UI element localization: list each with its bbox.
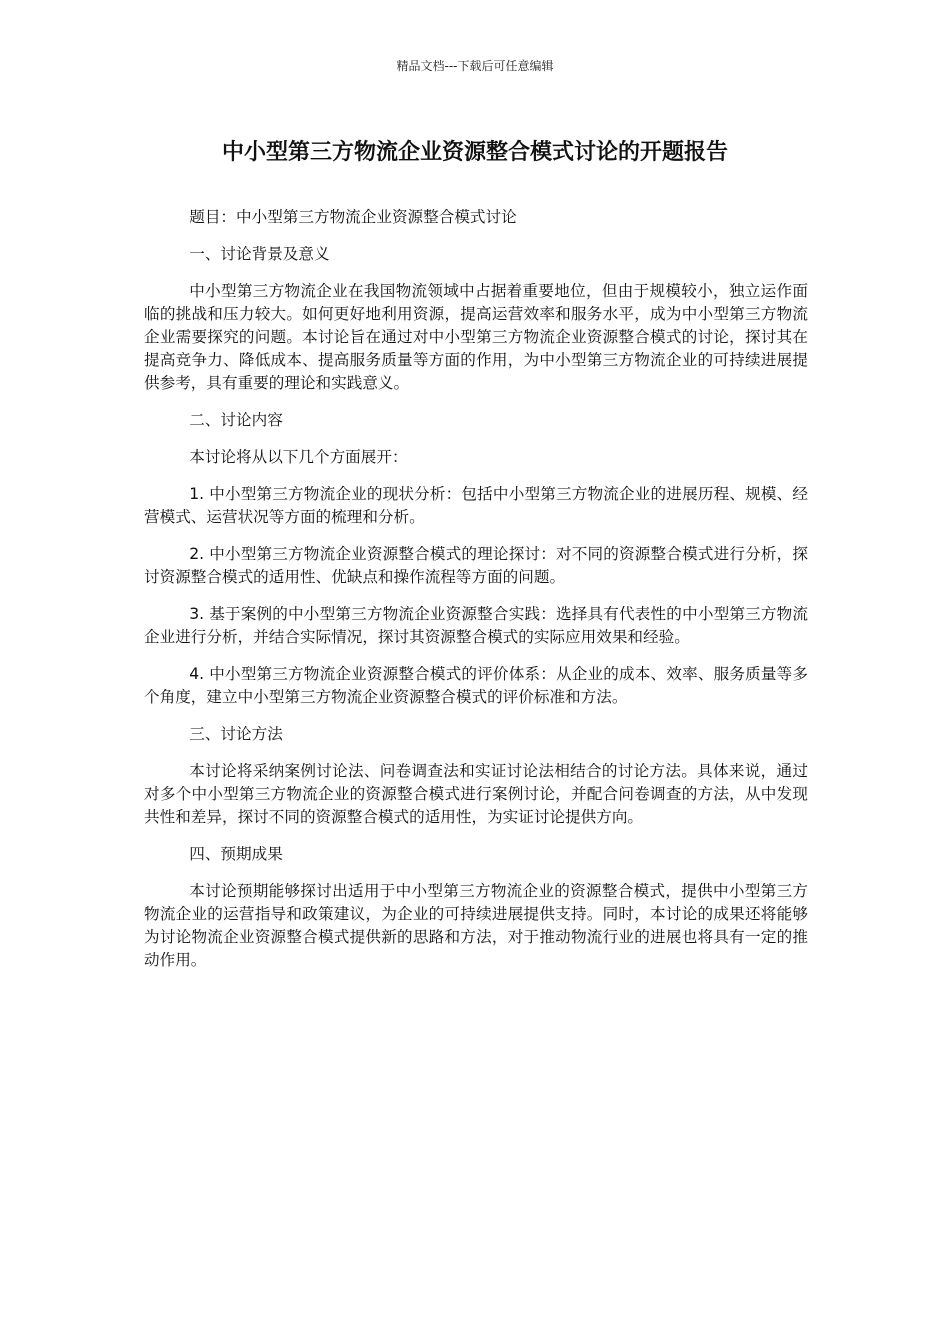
- document-title: 中小型第三方物流企业资源整合模式讨论的开题报告: [221, 140, 728, 165]
- section-heading-method: 三、讨论方法: [189, 725, 283, 743]
- content-intro-paragraph: 本讨论将从以下几个方面展开：: [189, 448, 408, 466]
- section-heading-content: 二、讨论内容: [189, 411, 283, 429]
- section-heading-background: 一、讨论背景及意义: [189, 245, 330, 263]
- results-paragraph: 本讨论预期能够探讨出适用于中小型第三方物流企业的资源整合模式，提供中小型第三方物流企业的运营指导和政策建议，为企业的可持续进展提供支持。同时，本讨论的成果还将能够为讨论物流企业资源整合模式提供新的思路和方法，对于推动物流行业的进展也将具有一定的推动作用。: [144, 882, 808, 969]
- content-item-3: 3. 基于案例的中小型第三方物流企业资源整合实践：选择具有代表性的中小型第三方物流企业进行分析，并结合实际情况，探讨其资源整合模式的实际应用效果和经验。: [144, 605, 808, 646]
- content-item-2: 2. 中小型第三方物流企业资源整合模式的理论探讨：对不同的资源整合模式进行分析，探讨资源整合模式的适用性、优缺点和操作流程等方面的问题。: [144, 545, 808, 586]
- header-note: 精品文档---下载后可任意编辑: [396, 59, 554, 73]
- document-body: [144, 206, 808, 986]
- topic-line: 题目：中小型第三方物流企业资源整合模式讨论: [189, 208, 517, 226]
- background-paragraph: 中小型第三方物流企业在我国物流领域中占据着重要地位，但由于规模较小，独立运作面临的挑战和压力较大。如何更好地利用资源，提高运营效率和服务水平，成为中小型第三方物流企业需要探究的问题。本讨论旨在通过对中小型第三方物流企业资源整合模式的讨论，探讨其在提高竞争力、降低成本、提高服务质量等方面的作用，为中小型第三方物流企业的可持续进展提供参考，具有重要的理论和实践意义。: [144, 282, 808, 392]
- content-item-1: 1. 中小型第三方物流企业的现状分析：包括中小型第三方物流企业的进展历程、规模、经营模式、运营状况等方面的梳理和分析。: [144, 485, 808, 526]
- section-heading-results: 四、预期成果: [189, 845, 283, 863]
- content-item-4: 4. 中小型第三方物流企业资源整合模式的评价体系：从企业的成本、效率、服务质量等多个角度，建立中小型第三方物流企业资源整合模式的评价标准和方法。: [144, 665, 808, 706]
- method-paragraph: 本讨论将采纳案例讨论法、问卷调查法和实证讨论法相结合的讨论方法。具体来说，通过对多个中小型第三方物流企业的资源整合模式进行案例讨论，并配合问卷调查的方法，从中发现共性和差异，探讨不同的资源整合模式的适用性，为实证讨论提供方向。: [144, 762, 808, 826]
